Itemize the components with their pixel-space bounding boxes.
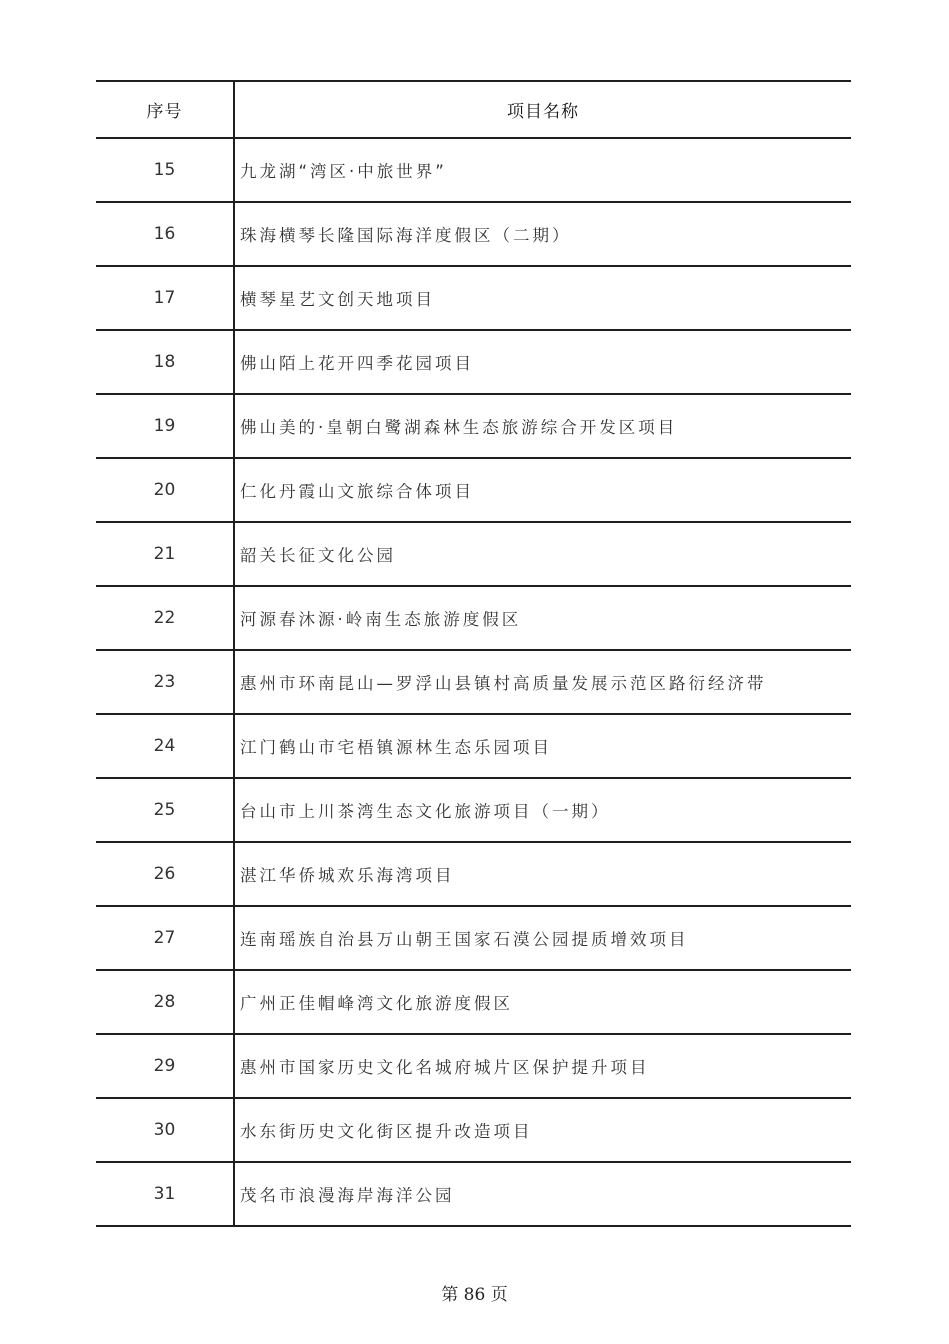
serial-number-cell: 19 — [96, 394, 234, 458]
project-name-cell: 台山市上川茶湾生态文化旅游项目（一期） — [234, 778, 851, 842]
table-row — [96, 650, 851, 714]
serial-number-cell: 27 — [96, 906, 234, 970]
table-row — [96, 522, 851, 586]
table-header-row — [96, 81, 851, 138]
project-name-cell: 连南瑶族自治县万山朝王国家石漠公园提质增效项目 — [234, 906, 851, 970]
table-row — [96, 778, 851, 842]
project-name-cell: 湛江华侨城欢乐海湾项目 — [234, 842, 851, 906]
project-name-cell: 佛山美的·皇朝白鹭湖森林生态旅游综合开发区项目 — [234, 394, 851, 458]
serial-number-cell: 16 — [96, 202, 234, 266]
serial-number-cell: 31 — [96, 1162, 234, 1226]
table-row — [96, 330, 851, 394]
project-name-cell: 水东街历史文化街区提升改造项目 — [234, 1098, 851, 1162]
project-name-cell: 江门鹤山市宅梧镇源林生态乐园项目 — [234, 714, 851, 778]
project-name-cell: 茂名市浪漫海岸海洋公园 — [234, 1162, 851, 1226]
table-row — [96, 266, 851, 330]
table-row — [96, 714, 851, 778]
table-row — [96, 202, 851, 266]
table-row — [96, 906, 851, 970]
project-name-cell: 惠州市环南昆山—罗浮山县镇村高质量发展示范区路衍经济带 — [234, 650, 851, 714]
project-name-cell: 珠海横琴长隆国际海洋度假区（二期） — [234, 202, 851, 266]
serial-number-cell: 21 — [96, 522, 234, 586]
header-project-name: 项目名称 — [234, 81, 851, 138]
project-name-cell: 佛山陌上花开四季花园项目 — [234, 330, 851, 394]
serial-number-cell: 22 — [96, 586, 234, 650]
project-name-cell: 河源春沐源·岭南生态旅游度假区 — [234, 586, 851, 650]
table-row — [96, 842, 851, 906]
table-row — [96, 394, 851, 458]
table-row — [96, 1162, 851, 1226]
serial-number-cell: 24 — [96, 714, 234, 778]
table-row — [96, 458, 851, 522]
serial-number-cell: 28 — [96, 970, 234, 1034]
table-row — [96, 1034, 851, 1098]
project-name-cell: 仁化丹霞山文旅综合体项目 — [234, 458, 851, 522]
project-name-cell: 惠州市国家历史文化名城府城片区保护提升项目 — [234, 1034, 851, 1098]
serial-number-cell: 20 — [96, 458, 234, 522]
serial-number-cell: 17 — [96, 266, 234, 330]
table-row — [96, 1098, 851, 1162]
project-name-cell: 韶关长征文化公园 — [234, 522, 851, 586]
page-number: 第 86 页 — [441, 1285, 508, 1305]
serial-number-cell: 29 — [96, 1034, 234, 1098]
project-name-cell: 横琴星艺文创天地项目 — [234, 266, 851, 330]
header-serial-number: 序号 — [96, 81, 234, 138]
serial-number-cell: 18 — [96, 330, 234, 394]
serial-number-cell: 23 — [96, 650, 234, 714]
project-table — [96, 80, 851, 1227]
table-row — [96, 138, 851, 202]
table-row — [96, 970, 851, 1034]
serial-number-cell: 30 — [96, 1098, 234, 1162]
table-row — [96, 586, 851, 650]
project-name-cell: 九龙湖“湾区·中旅世界” — [234, 138, 851, 202]
serial-number-cell: 26 — [96, 842, 234, 906]
serial-number-cell: 15 — [96, 138, 234, 202]
serial-number-cell: 25 — [96, 778, 234, 842]
project-name-cell: 广州正佳帽峰湾文化旅游度假区 — [234, 970, 851, 1034]
